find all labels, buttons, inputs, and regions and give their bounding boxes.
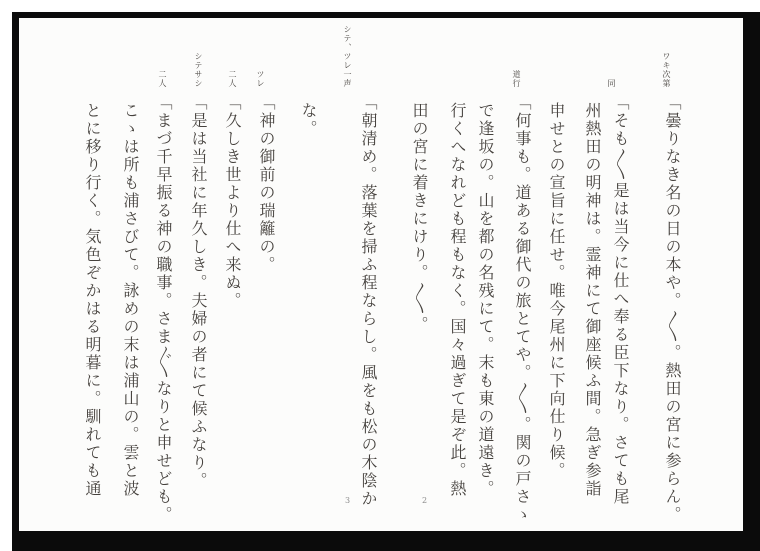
role-annotation: 同 <box>607 79 616 88</box>
text-column: 「神の御前の瑞籬の。 <box>257 94 276 274</box>
text-column: 「朝清め。落葉を掃ふ程ならし。風をも松の木陰か <box>359 94 378 508</box>
text-column: 田の宮に着きにけり。〳〵。 <box>410 102 429 334</box>
text-column: とに移り行く。気色ぞかはる明暮に。馴れても通 <box>83 102 102 498</box>
text-column: 「久しき世より仕へ来ぬ。 <box>223 94 242 310</box>
text-column: な。 <box>299 102 318 138</box>
text-column: で逢坂の。山を都の名残にて。末も東の道遠き。 <box>476 102 495 498</box>
text-column: 申せとの宣旨に任せ。唯今尾州に下向仕り候。 <box>547 102 566 480</box>
text-column: 「曇りなき名の日の本や。〳〵。熱田の宮に参らん。 <box>663 94 682 524</box>
role-annotation: シテ、ツレ一声 <box>343 25 352 88</box>
text-column: 州熱田の明神は。霊神にて御座候ふ間。急ぎ参詣 <box>583 102 602 498</box>
role-annotation: 道行 <box>512 70 521 88</box>
role-annotation: ワキ次第 <box>662 52 671 88</box>
role-annotation: 二人 <box>158 70 167 88</box>
text-column: 行くへなれども程もなく。国々過ぎて是ぞ此。熱 <box>448 102 467 498</box>
page-number-right: 2 <box>422 496 428 505</box>
text-column: 「是は当社に年久しき。夫婦の者にて候ふなり。 <box>189 94 208 490</box>
text-column: 「まづ千早振る神の職事。さま〴〵なりと申せども。 <box>154 94 173 524</box>
role-annotation: ツレ <box>256 70 265 88</box>
text-column: こゝは所も浦さびて。詠めの末は浦山の。雲と波 <box>121 102 140 498</box>
text-column: 「何事も。道ある御代の旅とてや。〳〵。関の戸さゝ <box>513 94 532 524</box>
page-spread <box>19 18 743 531</box>
role-annotation: 二人 <box>228 70 237 88</box>
text-column: 「そも〳〵是は当今に仕へ奉る臣下なり。さても尾 <box>611 94 630 506</box>
role-annotation: シテサシ <box>194 52 203 88</box>
page-number-left: 3 <box>345 496 351 505</box>
